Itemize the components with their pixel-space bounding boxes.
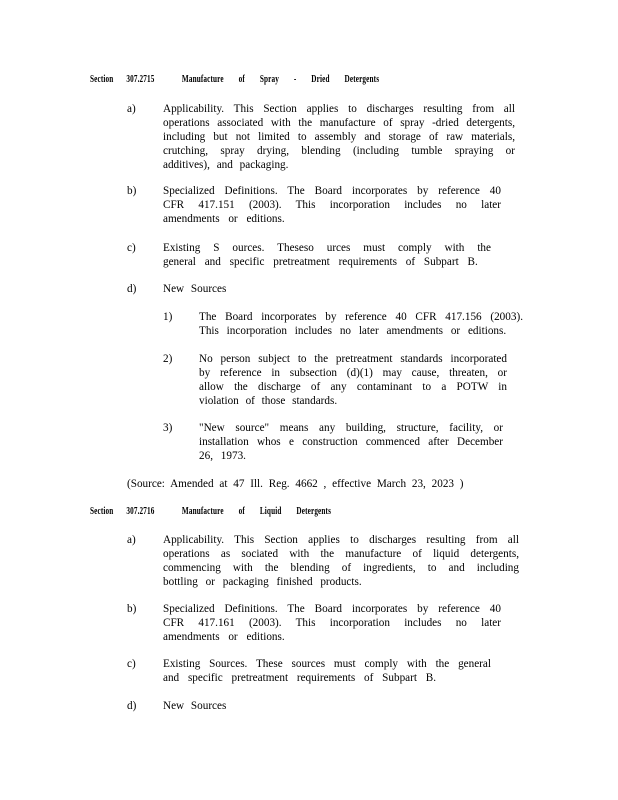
subsection-label: b) xyxy=(127,603,137,615)
subsection-label: 3) xyxy=(163,422,173,434)
section-label: Section xyxy=(90,74,114,85)
section-number: 307.2715 xyxy=(126,74,155,85)
subsection-text: Applicability. This Section applies to discharges resulting from all operations as sociated with the manufacture of liquid detergents, commencing with the blending of ingredients, to and including bottling or packaging finished products. xyxy=(163,534,519,588)
subsection-label: a) xyxy=(127,103,136,115)
subsection-text: The Board incorporates by reference 40 CFR 417.156 (2003). This incorporation includes no later amendments or editions. xyxy=(199,311,523,337)
subsection-label: c) xyxy=(127,242,136,254)
subsection-text: New Sources xyxy=(163,700,227,712)
section-number: 307.2716 xyxy=(126,506,155,517)
subsection-label: 1) xyxy=(163,311,173,323)
subsection-label: 2) xyxy=(163,353,173,365)
section-title: Manufacture of Liquid Detergents xyxy=(181,506,332,517)
subsection-text: "New source" means any building, structure, facility, or installation whos e construction commenced after December 26, 1973. xyxy=(199,422,503,462)
subsection-label: c) xyxy=(127,658,136,670)
section-heading-2716 xyxy=(90,506,331,517)
subsection-text: Specialized Definitions. The Board incorporates by reference 40 CFR 417.151 (2003). This incorporation includes no later amendments or editions. xyxy=(163,185,501,225)
subsection-label: d) xyxy=(127,700,137,712)
section-title: Manufacture of Spray - Dried Detergents xyxy=(181,74,380,85)
subsection-label: b) xyxy=(127,185,137,197)
subsection-text: Applicability. This Section applies to discharges resulting from all operations associated with the manufacture of spray -dried detergents, including but not limited to assembly and storage of raw materials, crutching, spray drying, blending (including tumble spraying or additives), and packaging. xyxy=(163,103,515,171)
subsection-text: Specialized Definitions. The Board incorporates by reference 40 CFR 417.161 (2003). This incorporation includes no later amendments or editions. xyxy=(163,603,501,643)
subsection-text: No person subject to the pretreatment standards incorporated by reference in subsection (d)(1) may cause, threaten, or allow the discharge of any contaminant to a POTW in violation of those standards. xyxy=(199,353,507,407)
section-heading-2715 xyxy=(90,74,379,85)
subsection-label: a) xyxy=(127,534,136,546)
subsection-text: Existing S ources. Theseso urces must comply with the general and specific pretreatment requirements of Subpart B. xyxy=(163,242,491,268)
source-note: (Source: Amended at 47 Ill. Reg. 4662 , effective March 23, 2023 ) xyxy=(127,478,464,490)
subsection-label: d) xyxy=(127,283,137,295)
section-label: Section xyxy=(90,506,114,517)
subsection-text: Existing Sources. These sources must comply with the general and specific pretreatment requirements of Subpart B. xyxy=(163,658,491,684)
subsection-text: New Sources xyxy=(163,283,227,295)
